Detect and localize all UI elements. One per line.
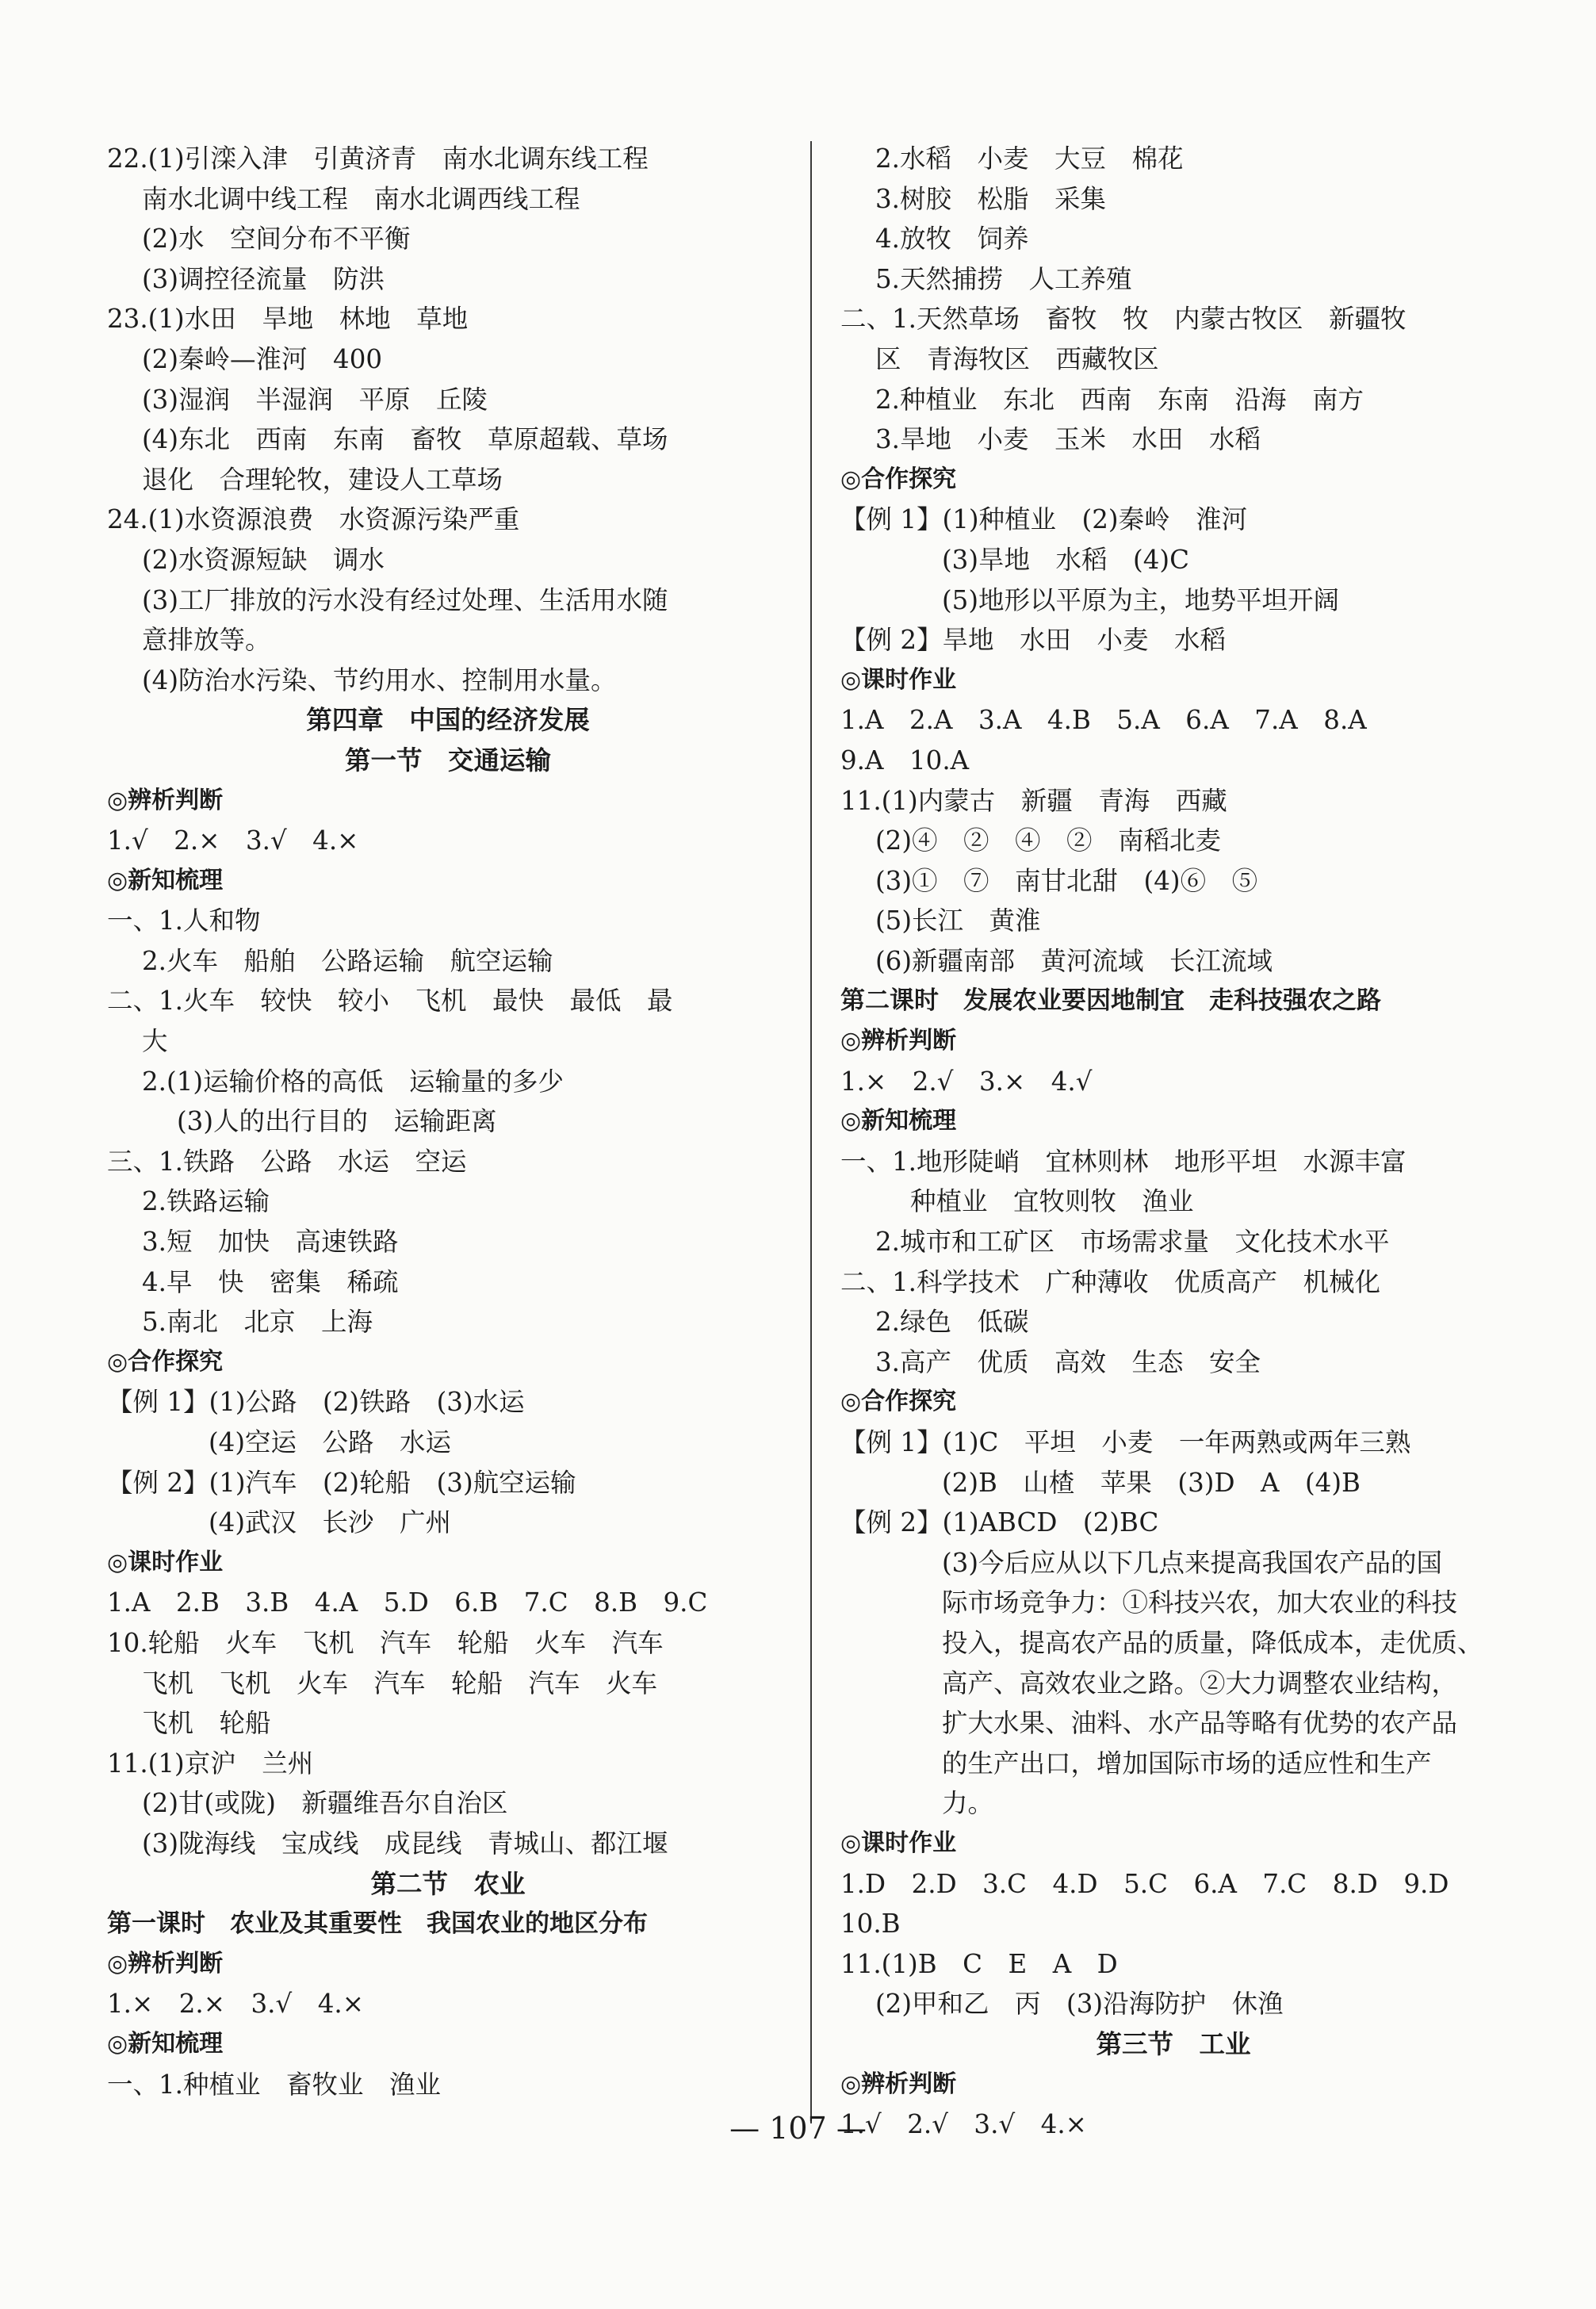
subsection-heading: ◎辨析判断	[107, 786, 224, 814]
answer-line: 11.(1)京沪 兰州	[107, 1748, 314, 1779]
column-divider	[810, 141, 812, 2123]
answer-line: 1.√ 2.√ 3.√ 4.×	[840, 2109, 1087, 2140]
answer-line: (6)新疆南部 黄河流域 长江流域	[875, 945, 1273, 976]
answer-line: 2.城市和工矿区 市场需求量 文化技术水平	[875, 1227, 1390, 1258]
answer-line: (4)空运 公路 水运	[209, 1427, 452, 1457]
answer-line: 2.火车 船舶 公路运输 航空运输	[142, 945, 553, 976]
answer-line: (3)陇海线 宝成线 成昆线 青城山、都江堰	[142, 1828, 668, 1859]
lesson-title: 第二课时 发展农业要因地制宜 走科技强农之路	[840, 986, 1381, 1016]
answer-line: 5.南北 北京 上海	[142, 1307, 373, 1338]
answer-line: (2)水资源短缺 调水	[142, 544, 385, 575]
answer-line: 1.√ 2.× 3.√ 4.×	[107, 825, 359, 856]
answer-line: 11.(1)B C E A D	[840, 1948, 1118, 1979]
answer-line: 4.早 快 密集 稀疏	[142, 1266, 399, 1297]
answer-line: 24.(1)水资源浪费 水资源污染严重	[107, 504, 520, 535]
answer-line: 22.(1)引滦入津 引黄济青 南水北调东线工程	[107, 144, 649, 174]
answer-line: 投入，提高农产品的质量，降低成本，走优质、	[942, 1627, 1483, 1658]
section-title: 第二节 农业	[370, 1867, 526, 1899]
answer-line: 2.(1)运输价格的高低 运输量的多少	[142, 1066, 565, 1097]
subsection-heading: ◎新知梳理	[107, 2029, 224, 2058]
answer-line: 三、1.铁路 公路 水运 空运	[107, 1146, 467, 1177]
answer-line: (2)B 山楂 苹果 (3)D A (4)B	[942, 1467, 1361, 1498]
answer-line: 二、1.天然草场 畜牧 牧 内蒙古牧区 新疆牧	[840, 304, 1407, 335]
answer-line: 一、1.人和物	[107, 906, 261, 936]
answer-line: (3)调控径流量 防洪	[142, 263, 385, 294]
answer-line: (3)湿润 半湿润 平原 丘陵	[142, 384, 488, 415]
answer-line: 【例 2】旱地 水田 小麦 水稻	[840, 625, 1227, 656]
subsection-heading: ◎辨析判断	[840, 2070, 957, 2098]
chapter-title: 第四章 中国的经济发展	[306, 704, 590, 736]
answer-line: 1.D 2.D 3.C 4.D 5.C 6.A 7.C 8.D 9.D	[840, 1868, 1449, 1899]
answer-line: 【例 1】(1)公路 (2)铁路 (3)水运	[107, 1387, 525, 1418]
answer-line: 2.铁路运输	[142, 1186, 270, 1217]
answer-line: 大	[142, 1026, 168, 1057]
answer-line: 1.× 2.√ 3.× 4.√	[840, 1066, 1093, 1097]
answer-line: (3)旱地 水稻 (4)C	[942, 544, 1189, 575]
answer-line: (2)水 空间分布不平衡	[142, 224, 411, 255]
answer-line: 力。	[942, 1788, 994, 1819]
answer-line: 5.天然捕捞 人工养殖	[875, 263, 1132, 294]
answer-line: 退化 合理轮牧，建设人工草场	[142, 464, 503, 495]
answer-line: (2)甘(或陇) 新疆维吾尔自治区	[142, 1788, 508, 1819]
answer-line: 【例 1】(1)C 平坦 小麦 一年两熟或两年三熟	[840, 1427, 1411, 1457]
answer-line: 一、1.地形陡峭 宜林则林 地形平坦 水源丰富	[840, 1146, 1407, 1177]
answer-line: 11.(1)内蒙古 新疆 青海 西藏	[840, 785, 1227, 816]
subsection-heading: ◎课时作业	[840, 665, 957, 694]
answer-line: 1.A 2.A 3.A 4.B 5.A 6.A 7.A 8.A	[840, 705, 1367, 736]
subsection-heading: ◎合作探究	[840, 465, 957, 493]
subsection-heading: ◎辨析判断	[107, 1949, 224, 1978]
answer-line: 一、1.种植业 畜牧业 渔业	[107, 2069, 442, 2100]
answer-line: 2.水稻 小麦 大豆 棉花	[875, 144, 1184, 174]
subsection-heading: ◎辨析判断	[840, 1027, 957, 1055]
answer-line: 9.A 10.A	[840, 745, 970, 775]
answer-line: 种植业 宜牧则牧 渔业	[910, 1186, 1194, 1217]
answer-line: 飞机 轮船	[142, 1708, 271, 1739]
answer-line: 的生产出口，增加国际市场的适应性和生产	[942, 1748, 1432, 1779]
answer-line: 23.(1)水田 旱地 林地 草地	[107, 304, 469, 335]
answer-line: (2)④ ② ④ ② 南稻北麦	[875, 825, 1222, 856]
answer-line: (4)东北 西南 东南 畜牧 草原超载、草场	[142, 424, 668, 455]
answer-line: (2)甲和乙 丙 (3)沿海防护 休渔	[875, 1989, 1284, 2020]
answer-line: 【例 1】(1)种植业 (2)秦岭 淮河	[840, 504, 1248, 535]
answer-line: (3)今后应从以下几点来提高我国农产品的国	[942, 1547, 1443, 1578]
answer-line: (5)地形以平原为主，地势平坦开阔	[942, 584, 1340, 615]
answer-line: 2.绿色 低碳	[875, 1307, 1029, 1338]
answer-line: 意排放等。	[142, 625, 271, 656]
answer-line: 际市场竞争力：①科技兴农，加大农业的科技	[942, 1587, 1458, 1618]
answer-line: 高产、高效农业之路。②大力调整农业结构，	[942, 1668, 1458, 1698]
answer-line: 二、1.科学技术 广种薄收 优质高产 机械化	[840, 1266, 1381, 1297]
answer-line: 4.放牧 饲养	[875, 224, 1029, 255]
answer-line: 区 青海牧区 西藏牧区	[875, 343, 1159, 374]
answer-line: (2)秦岭—淮河 400	[142, 343, 383, 374]
answer-line: 2.种植业 东北 西南 东南 沿海 南方	[875, 384, 1364, 415]
answer-line: 二、1.火车 较快 较小 飞机 最快 最低 最	[107, 986, 673, 1017]
answer-line: 3.树胶 松脂 采集	[875, 183, 1107, 214]
subsection-heading: ◎新知梳理	[107, 866, 224, 894]
answer-line: (3)人的出行目的 运输距离	[177, 1106, 497, 1137]
subsection-heading: ◎课时作业	[840, 1828, 957, 1857]
answer-line: 飞机 飞机 火车 汽车 轮船 汽车 火车	[142, 1668, 658, 1698]
left-column	[107, 139, 789, 2104]
answer-line: 南水北调中线工程 南水北调西线工程	[142, 183, 580, 214]
answer-line: 3.高产 优质 高效 生态 安全	[875, 1346, 1261, 1377]
section-title: 第一节 交通运输	[344, 744, 551, 775]
lesson-title: 第一课时 农业及其重要性 我国农业的地区分布	[107, 1909, 648, 1939]
answer-line: (3)工厂排放的污水没有经过处理、生活用水随	[142, 584, 668, 615]
subsection-heading: ◎新知梳理	[840, 1107, 957, 1135]
answer-line: 扩大水果、油料、水产品等略有优势的农产品	[942, 1708, 1458, 1739]
answer-line: (5)长江 黄淮	[875, 906, 1041, 936]
answer-line: 10.轮船 火车 飞机 汽车 轮船 火车 汽车	[107, 1627, 664, 1658]
answer-line: 1.× 2.× 3.√ 4.×	[107, 1989, 364, 2020]
subsection-heading: ◎合作探究	[840, 1388, 957, 1416]
subsection-heading: ◎合作探究	[107, 1347, 224, 1376]
answer-line: 【例 2】(1)ABCD (2)BC	[840, 1507, 1159, 1538]
answer-line: (4)武汉 长沙 广州	[209, 1507, 452, 1538]
section-title: 第三节 工业	[1096, 2028, 1251, 2059]
right-column	[840, 139, 1506, 2145]
answer-line: 10.B	[840, 1909, 901, 1939]
answer-line: 1.A 2.B 3.B 4.A 5.D 6.B 7.C 8.B 9.C	[107, 1587, 708, 1618]
page-number: — 107 —	[729, 2111, 867, 2146]
answer-line: 3.短 加快 高速铁路	[142, 1227, 399, 1258]
answer-line: 3.旱地 小麦 玉米 水田 水稻	[875, 424, 1261, 455]
answer-line: (4)防治水污染、节约用水、控制用水量。	[142, 664, 617, 695]
subsection-heading: ◎课时作业	[107, 1548, 224, 1576]
answer-line: 【例 2】(1)汽车 (2)轮船 (3)航空运输	[107, 1467, 576, 1498]
answer-line: (3)① ⑦ 南甘北甜 (4)⑥ ⑤	[875, 865, 1258, 896]
